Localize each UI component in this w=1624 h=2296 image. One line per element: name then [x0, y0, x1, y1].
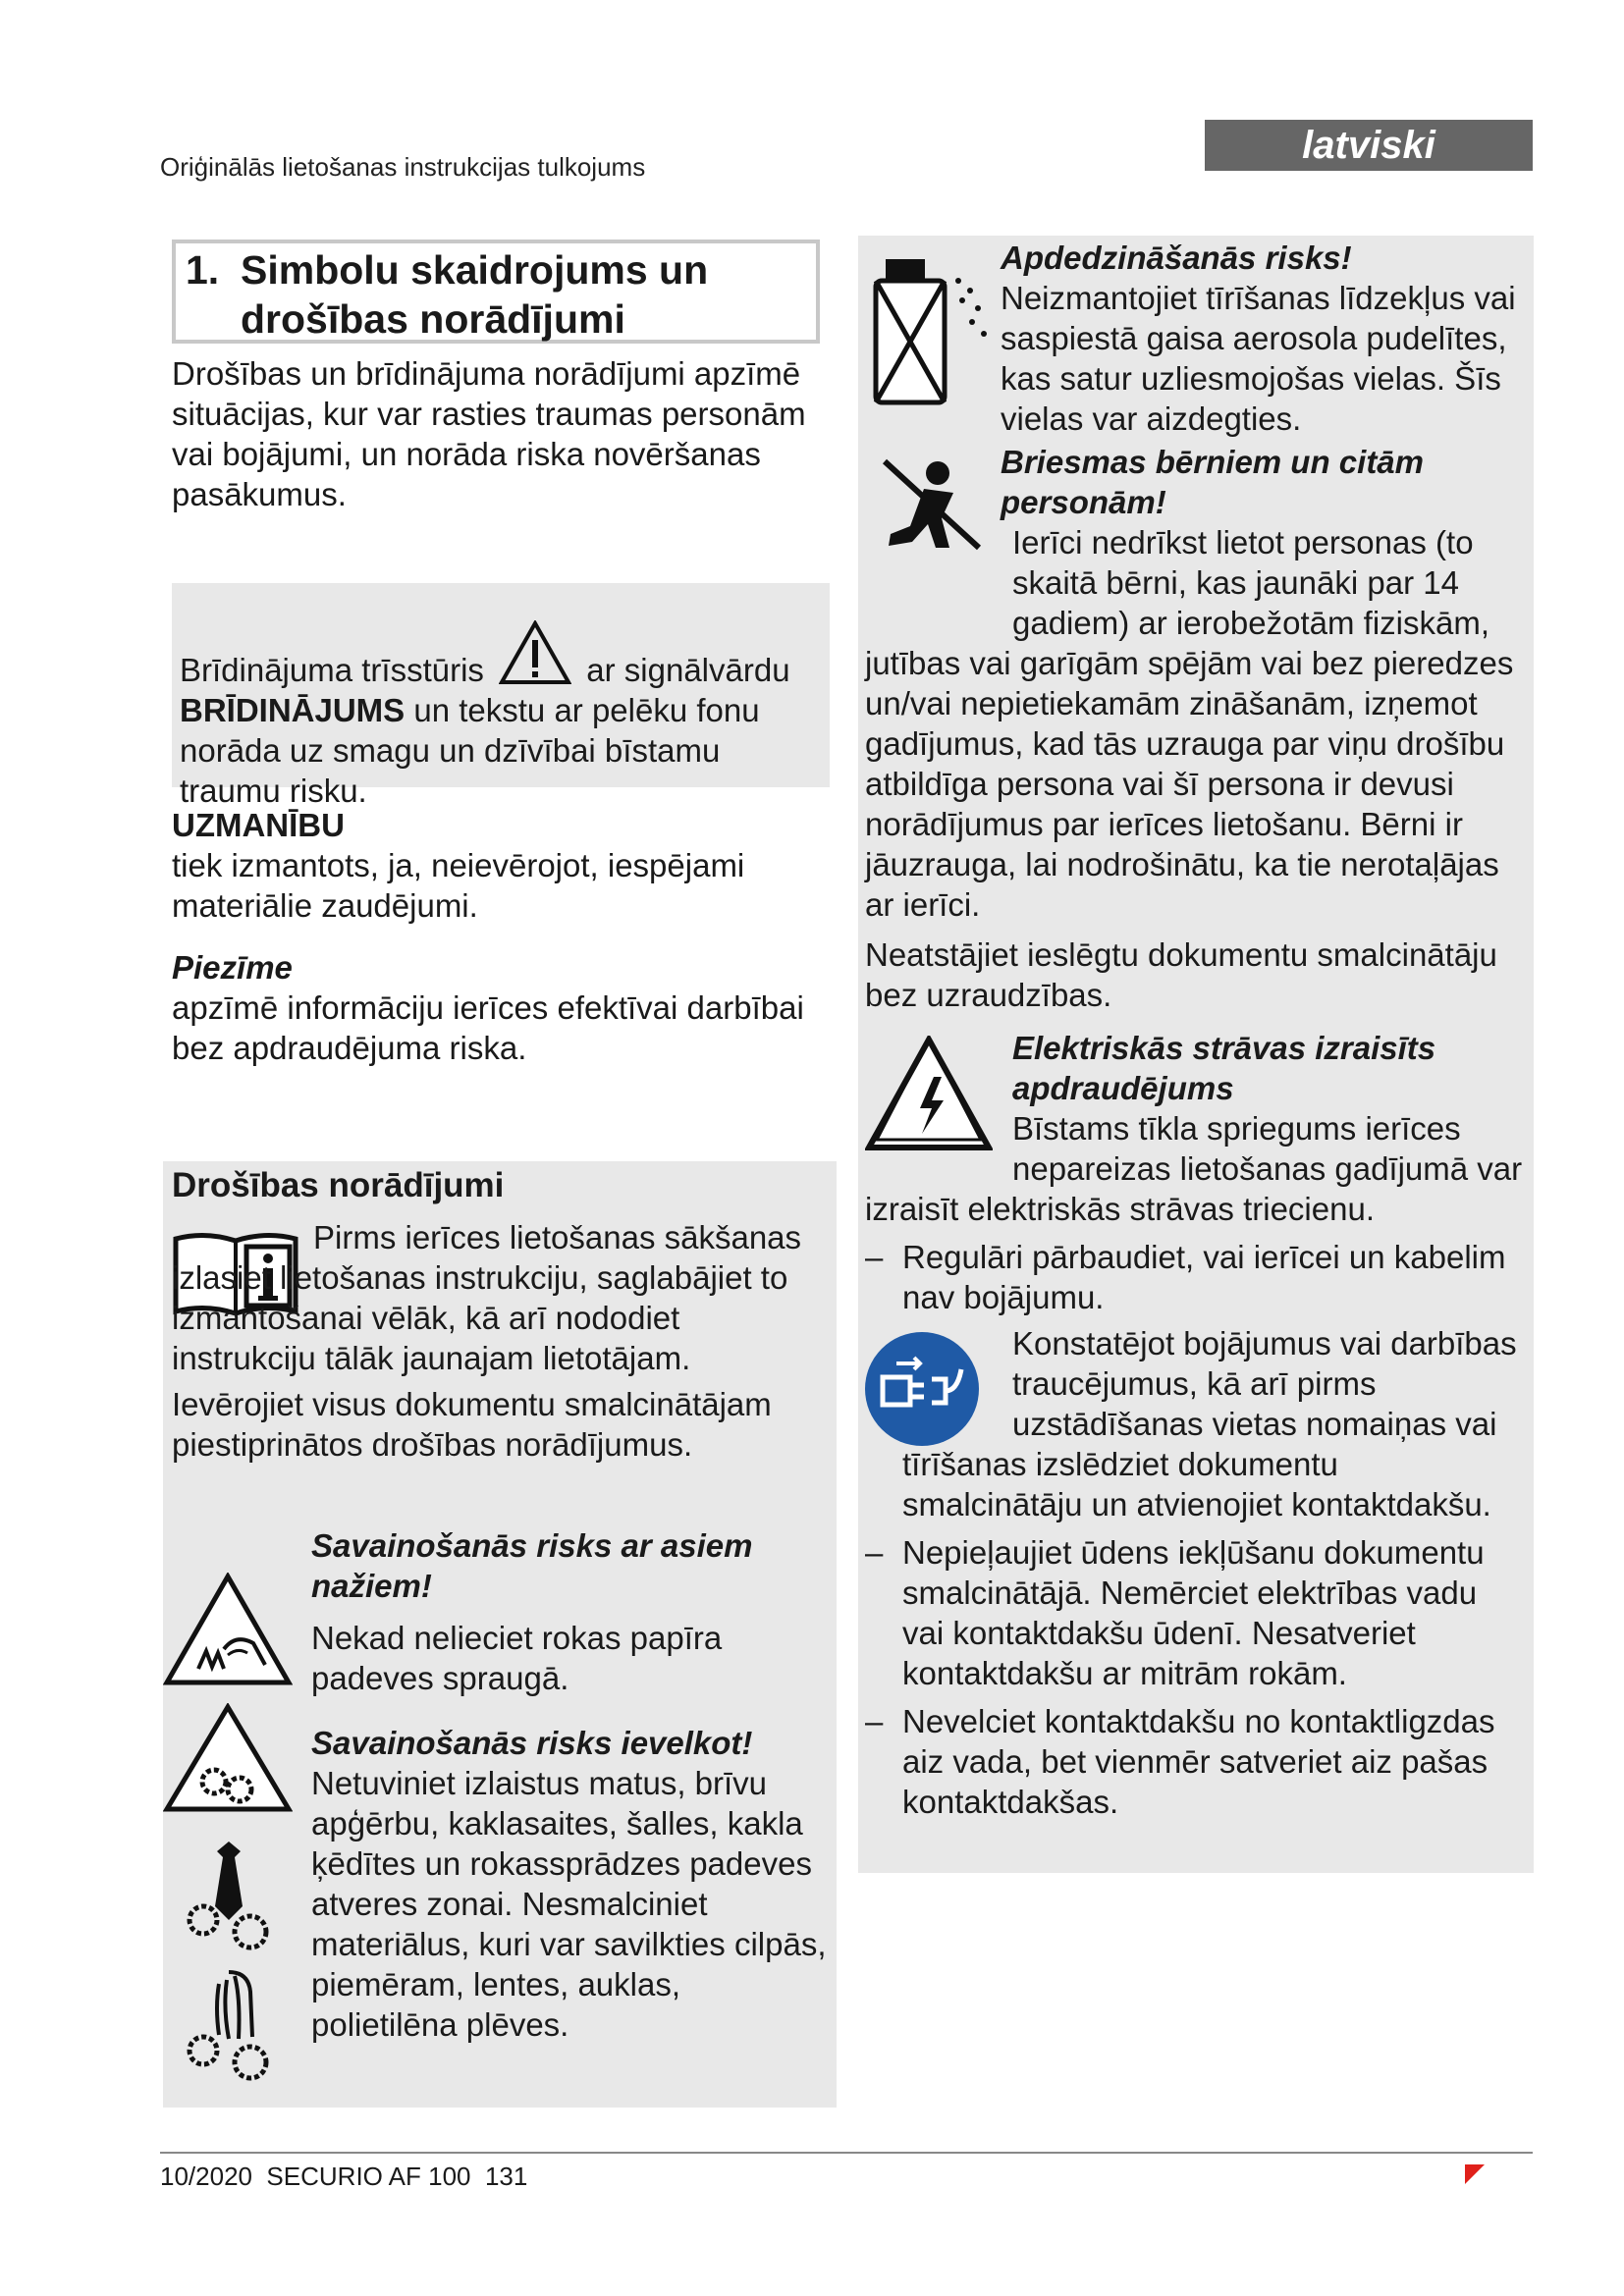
electric-text-content: Bīstams tīkla spriegums ierīces nepareizas lietošanas gadījumā var izraisīt elektriskās strāvas triecienu. — [865, 1110, 1523, 1227]
fire-text: Neizmantojiet tīrīšanas līdzekļus vai saspiestā gaisa aerosola pudelītes, kas satur uzliesmojošas vielas. Šīs vielas var aizdegties. — [1001, 280, 1516, 437]
section-title-line1: Simbolu skaidrojums un — [241, 247, 709, 293]
corner-mark-icon — [1465, 2164, 1485, 2184]
entanglement-icon — [163, 1703, 293, 1813]
read-manual-text: Pirms ierīces lietošanas sākšanas izlasiet lietošanas instrukciju, saglabājiet to izmantošanai vēlāk, kā arī nododiet instrukciju tālāk jaunajam lietotājam. — [172, 1219, 802, 1376]
fire-title: Apdedzināšanās risks! — [1001, 240, 1352, 276]
caution-label: UZMANĪBU — [172, 807, 345, 843]
language-tab: latviski — [1205, 120, 1533, 171]
hair-gears-icon — [180, 1968, 278, 2086]
section-intro: Drošības un brīdinājuma norādījumi apzīmē situācijas, kur var rasties traumas personām vai bojājumi, un norāda riska novēršanas pasākumus. — [172, 355, 806, 512]
electric-title: Elektriskās strāvas izraisīts apdraudējums — [1012, 1030, 1436, 1106]
children-text — [865, 522, 1525, 925]
footer-divider — [160, 2152, 1533, 2154]
unattended-text: Neatstājiet ieslēgtu dokumentu smalcinātāju bez uzraudzības. — [865, 936, 1497, 1013]
observe-text: Ievērojiet visus dokumentu smalcinātājam piestiprinātos drošības norādījumus. — [172, 1386, 772, 1463]
pull-title: Savainošanās risks ievelkot! — [311, 1725, 753, 1761]
list-dash: – — [865, 1239, 884, 1275]
tie-gears-icon — [180, 1838, 278, 1955]
section-number: 1. — [186, 247, 220, 293]
list-dash: – — [865, 1703, 884, 1739]
children-text-content: Ierīci nedrīkst lietot personas (to skaitā bērni, kas jaunāki par 14 gadiem) ar ierobežotām fiziskām, jutības vai garīgām spējām vai bez pieredzes un/vai nepietiekamām zināšanām, izņemot gadījumus, kad tās uzrauga par viņu drošību atbildīga persona vai šī persona ir devusi norādījumus par ierīces lietošanu. Bērni ir jāuzrauga, lai nodrošinātu, ka tie nerotaļājas ar ierīci. — [865, 524, 1514, 923]
children-title: Briesmas bērniem un citām personām! — [1001, 444, 1424, 520]
plug-pull-text: Nevelciet kontaktdakšu no kontaktligzdas aiz vada, bet vienmēr satveriet aiz pašas kontaktdakšas. — [902, 1703, 1495, 1820]
section-title — [172, 240, 820, 344]
unplug-text-content: Konstatējot bojājumus vai darbības traucējumus, kā arī pirms uzstādīšanas vietas nomaiņas vai tīrīšanas izslēdziet dokumentu smalcinātāju un atvienojiet kontaktdakšu. — [902, 1325, 1517, 1522]
check-damage-text: Regulāri pārbaudiet, vai ierīcei un kabelim nav bojājumu. — [902, 1239, 1506, 1315]
warning-text-after: ar signālvārdu — [586, 652, 790, 688]
blades-text: Nekad nelieciet rokas papīra padeves spraugā. — [311, 1620, 723, 1696]
sharp-blades-icon — [163, 1573, 293, 1686]
list-dash: – — [865, 1534, 884, 1571]
water-warning-text: Nepieļaujiet ūdens iekļūšanu dokumentu smalcinātājā. Nemērciet elektrības vadu vai kontaktdakšu ūdenī. Nesatveriet kontaktdakšu ar mitrām rokām. — [902, 1534, 1485, 1691]
warning-triangle-icon — [499, 620, 571, 685]
blades-title: Savainošanās risks ar asiem nažiem! — [311, 1527, 753, 1604]
warning-explanation-box — [172, 583, 830, 809]
note-label: Piezīme — [172, 949, 293, 986]
warning-text-before: Brīdinājuma trīsstūris — [180, 652, 484, 688]
list-item — [865, 1701, 1525, 1822]
safety-heading: Drošības norādījumi — [172, 1166, 505, 1204]
no-aerosol-icon — [868, 251, 994, 408]
header-subtitle: Oriģinālās lietošanas instrukcijas tulkojums — [160, 152, 646, 182]
note-text: apzīmē informāciju ierīces efektīvai darbībai bez apdraudējuma riska. — [172, 989, 804, 1066]
pull-text: Netuviniet izlaistus matus, brīvu apģērbu, kaklasaites, šalles, kakla ķēdītes un rokassprādzes padeves atveres zonai. Nesmalciniet materiālus, kuri var savilkties cilpās, piemēram, lentes, auklas, polietilēna plēves. — [311, 1765, 827, 2043]
list-item — [865, 1237, 1525, 1317]
electric-text — [865, 1108, 1525, 1229]
unplug-text — [865, 1323, 1525, 1524]
list-item — [865, 1532, 1525, 1693]
signal-word: BRĪDINĀJUMS — [180, 692, 406, 728]
warning-text-rest: un tekstu ar pelēku fonu norāda uz smagu un dzīvībai bīstamu traumu risku. — [180, 692, 760, 809]
footer-text: 10/2020 SECURIO AF 100 131 — [160, 2162, 528, 2191]
caution-text: tiek izmantots, ja, neievērojot, iespējami materiālie zaudējumi. — [172, 847, 745, 924]
section-title-line2: drošības norādījumi — [241, 296, 625, 342]
